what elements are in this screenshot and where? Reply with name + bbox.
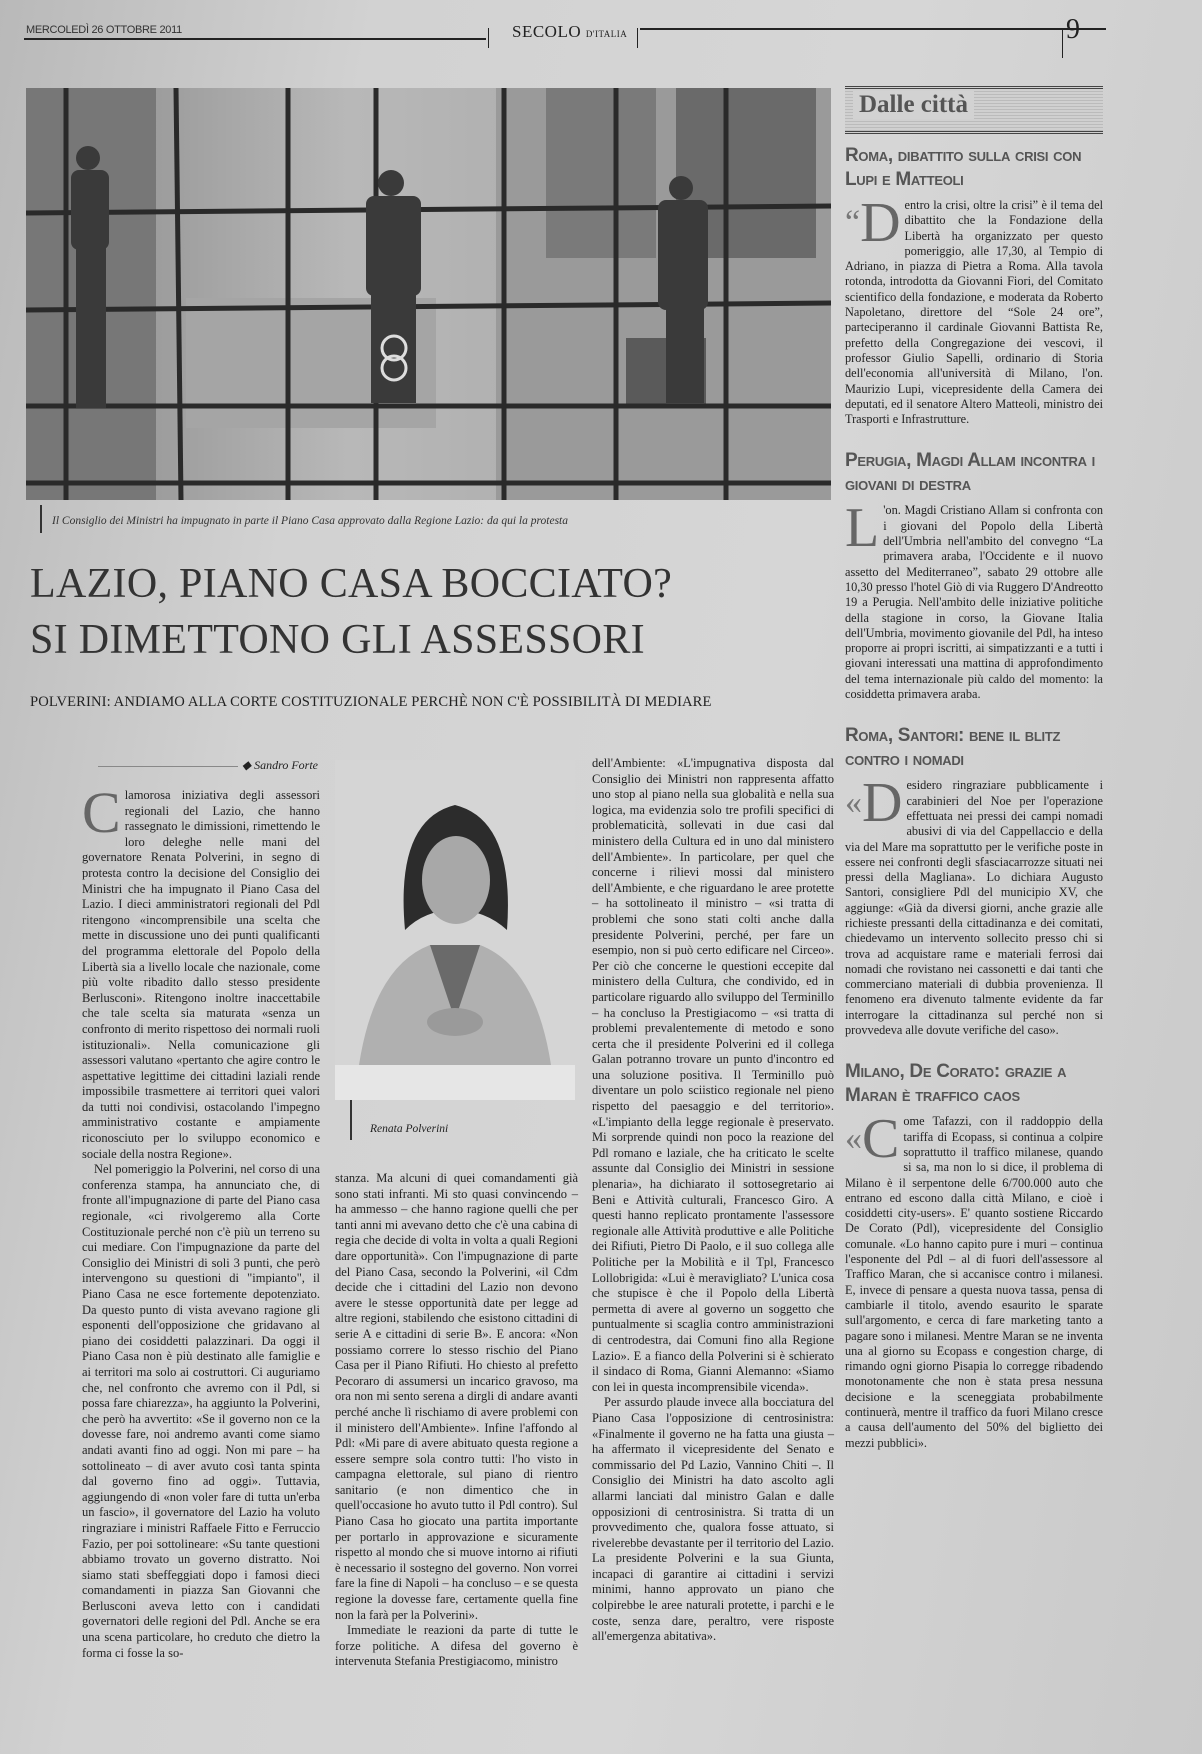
story-headline: Milano, De Corato: grazie a Maran è traffico caos [845,1061,1067,1107]
construction-workers-scaffolding-photo [26,88,831,500]
article-column-1 [82,780,320,1661]
caption-bar [40,505,42,533]
drop-cap: D [860,192,901,254]
drop-cap: L [845,497,880,560]
story-headline: Perugia, Magdi Allam incontra i giovani di destra [845,450,1095,496]
paragraph: stanza. Ma alcuni di quei comandamenti già sono stati infranti. Mi sto quasi convincendo – ha ammesso – che hanno ragione quelli che per tanti anni mi avevano detto che c'è una cabina di regia che decide di volta in volta a quali Regioni dare opportunità». Con l'impugnazione di parte del Piano Casa, secondo la Polverini, «il Cdm decide che i cittadini del Lazio non devono avere le stesse opportunità date per legge ad altre regioni, stabilendo che esistono cittadini di serie A e cittadini di serie B». E ancora: «Non possiamo correre lo stesso rischio del Piano Casa per il Piano Rifiuti. Ho chiesto al prefetto Pecoraro di assumersi un incarico gravoso, ma ora non mi sento serena a dirgli di andare avanti perché anche lì rischiamo di avere problemi con il ministero dell'Ambiente». Infine l'affondo al Pdl: «Mi pare di avere abituato questa regione a essere sempre sola contro tutti: l'ho visto in campagna elettorale, sul piano di rientro sanitario (e non dimentico che in quell'occasione ho avuto tutto il Pdl contro). Sul Piano Casa ho giocato una partita importante per portarlo in approvazione e sicuramente rispetto al mondo che si muove intorno ai rifiuti è necessario il sostegno del governo. Non vorrei fare la fine di Napoli – ha concluso – e se questa regione la dovesse fare, certamente quella fine non la farà per la Polverini». [335,1171,578,1622]
paragraph-text: lamorosa iniziativa degli assessori regionali del Lazio, che hanno rassegnato le dimissioni, rimettendo le loro deleghe nelle mani del governatore Renata Polverini, in segno di protesta contro la decisione del Consiglio dei Ministri che ha impugnato il Piano Casa del Lazio. I dieci amministratori regionali del Pdl ritengono «incomprensibile una scelta che mette in discussione uno dei punti qualificanti del programma elettorale del Popolo della Libertà sia a livello locale che nazionale, come più volte ribadito dallo stesso presidente Berlusconi». Ritengono inoltre inaccettabile che tale scelta sia maturata «senza un confronto di merito rispettoso dei normali ruoli istituzionali». Nella comunicazione gli assessori valutano «pertanto che agire contro le aspettative legittime dei cittadini laziali rende impossibile trasmettere ai territori quei valori da tutti noi condivisi, ostacolando l'impegno amministrativo costante e ampiamente riconosciuto per lo sviluppo economico e sociale della nostra Regione». [82,788,320,1161]
drop-cap: C [862,1108,900,1171]
author-name: Sandro Forte [254,758,318,772]
portrait-caption: Renata Polverini [370,1123,449,1135]
paragraph: Per assurdo plaude invece alla bocciatura del Piano Casa l'opposizione di centrosinistra: «Finalmente il governo ne ha fatta una giusta – ha affermato il vicepresidente del Senato e commissario del Pd Lazio, Vannino Chiti –. Il Consiglio dei Ministri ha dato ascolto agli allarmi lanciati dal ministro Galan e dalle opposizioni di centrosinistra. Si tratta di un provvedimento che, qualora fosse attuato, si rivelerebbe devastante per il territorio del Lazio. La presidente Polverini e la sua Giunta, incapaci di garantire ai cittadini i servizi minimi, hanno approvato un piano che colpirebbe le aree naturali protette, i parchi e le coste, senza dare, peraltro, vere risposte all'emergenza abitativa». [592,1395,834,1644]
issue-date: MERCOLEDÌ 26 OTTOBRE 2011 [26,24,182,36]
article-column-3 [592,756,834,1645]
quote-mark: « [845,1120,862,1158]
drop-cap: C [82,780,121,845]
quote-mark: “ [845,204,861,241]
masthead-suffix: D'ITALIA [585,29,628,39]
story-text: esidero ringraziare pubblicamente i carabinieri del Noe per l'operazione effettuata nei pressi dei campi nomadi abusivi di via del Cappellaccio e della via del Mare ma soprattutto per le verifiche poste in essere nei confronti degli sfasciacarrozze situati nei pressi della Magliana». Lo dichiara Augusto Santori, consigliere Pdl del municipio XV, che aggiunge: «Già da diversi giorni, anche grazie alle richieste pressanti della cittadinanza e dei comitati, chiedevamo un intervento sollecito presso chi si trova ad acquistare rame e materiali ferrosi dai nomadi che rovistano nei cassonetti e dai tanti che commerciano materiali di dubbia provenienza. Il fenomeno era divenuto talmente evidente da far interrogare la cittadinanza sul perché non si provvedeva alle dovute verifiche del caso». [845,778,1103,1038]
sidebar-title: Dalle città [853,91,974,119]
paragraph: dell'Ambiente: «L'impugnativa disposta dal Consiglio dei Ministri non rappresenta affatto uno stop al piano nella sua globalità e nella sua logica, ma evidenzia solo tre profili specifici di problematicità, sollevati in due casi dal ministero della Cultura ed in uno dal ministero dell'Ambiente». In particolare, per quel che concerne i rilievi mossi dal ministero dell'Ambiente, e che riguardano le aree protette – ha sottolineato il ministro – «si tratta di problemi che sono stati colti anche dalla presidente Polverini, perché, per fare un esempio, non si può certo edificare nel Circeo». Per ciò che concerne le questioni eccepite dal ministero della Cultura, che condivido, ed in particolare riguardo allo sviluppo del Terminillo – ha concluso la Prestigiacomo – «si tratta di problemi prevalentemente di metodo e sono certa che il presidente Polverini ed il collega Galan potranno trovare un punto d'incontro ed una soluzione positiva. Il Terminillo può diventare un polo sciistico regionale nel pieno rispetto del paesaggio e del territorio». «L'impianto della legge regionale è preservato. Mi sorprende quindi non poco la reazione del Pdl romano e laziale, che ha criticato le scelte assunte dal Consiglio dei Ministri in sessione plenaria», ha dichiarato il sottosegretario ai Beni e Attività culturali, Francesco Giro. A questi hanno replicato prontamente l'assessore regionale alle Attività produttive e alle Politiche dei Rifiuti, Pietro Di Paolo, e il suo collega alle Politiche per la Mobilità e il Tpl, Francesco Lollobrigida: «Lui è meravigliato? L'unica cosa che stupisce è che il Popolo della Libertà permetta di avere al governo un soggetto che puntualmente si scaglia contro amministrazioni di centrodestra, dai Comuni fino alla Regione Lazio». E a fianco della Polverini si è schierato il sindaco di Roma, Gianni Alemanno: «Siamo con lei in questa incomprensibile vicenda». [592,756,834,1394]
story-text: entro la crisi, oltre la crisi” è il tema del dibattito che la Fondazione della Libertà ha organizzato per questo pomeriggio, alle 17,30, al Tempio di Adriano, in piazza di Pietra a Roma. Alla tavola rotonda, introdotta da Giovanni Fiori, del Comitato scientifico della fondazione, e moderata da Roberto Napoletano, direttore del “Sole 24 ore”, parteciperanno il cardinale Giovanni Battista Re, prefetto della Congregazione dei vescovi, il professor Giulio Sapelli, ordinario di Storia dell'economia all'università di Milano, l'on. Maurizio Lupi, vicepresidente della Camera dei deputati, ed il senatore Altero Matteoli, ministro dei Trasporti e Infrastrutture. [845,198,1103,427]
byline-rule [98,766,238,767]
sidebar-story [845,449,1103,702]
story-body [845,772,1103,1038]
story-body [845,497,1103,702]
paragraph: Nel pomeriggio la Polverini, nel corso di una conferenza stampa, ha annunciato che, di fronte all'impugnazione di parte del Piano casa regionale, «ci rivolgeremo alla Corte Costituzionale perché non c'è più un terreno su cui mediare. Con l'impugnazione da parte del Consiglio dei Ministri di soli 3 punti, che però intervengono su questioni di "impianto", il Piano Casa ne esce fortemente depotenziato. Da questo punto di vista avevano ragione gli esponenti dell'opposizione che gridavano al piano dei cosiddetti palazzinari. Da oggi il Piano Casa non è più destinato alle famiglie e ai territori ma solo ai costruttori. Ci auguriamo che, nel confronto che avremo con il Pdl, si possa fare chiarezza», ha aggiunto la Polverini, che però ha avvertito: «Se il governo non ce la dovesse fare, noi andremo avanti come siamo andati avanti fino ad oggi. Non mi pare – ha sottolineato – di aver avuto così tanta spinta dal governo fino ad oggi». Tuttavia, aggiungendo di «non voler fare di tutta un'erba un fascio», il governatore del Lazio ha voluto ringraziare i ministri Raffaele Fitto e Ferruccio Fazio, per poi sottolineare: «Su tante questioni abbiamo trovato un governo distratto. Noi siamo stati sbeffeggiati dopo i famosi dieci comandamenti in piazza San Giovanni che Berlusconi aveva letto con i candidati governatori delle regioni del Pdl. Anche se era una scena particolare, ho creduto che dietro la forma ci fosse la so- [82,1162,320,1660]
diamond-icon: ◆ [241,758,255,772]
renata-polverini-portrait [335,760,575,1100]
quote-mark: « [845,784,862,822]
page-number: 9 [1066,14,1080,45]
headline-line-1: LAZIO, PIANO CASA BOCCIATO? [30,561,673,607]
masthead-divider [637,28,638,48]
article-headline [30,556,850,668]
header-rule-left [24,38,486,40]
story-body [845,192,1103,427]
paragraph [82,780,320,1162]
page-number-divider [1062,28,1063,58]
sidebar-header [845,86,1103,134]
article-subheadline: POLVERINI: ANDIAMO ALLA CORTE COSTITUZIONALE PERCHÈ NON C'È POSSIBILITÀ DI MEDIARE [30,694,712,710]
masthead [512,22,627,42]
masthead-divider [488,28,489,48]
article-column-2 [335,1171,578,1670]
sidebar-story [845,724,1103,1038]
header-rule-right [640,28,1106,30]
story-headline: Roma, dibattito sulla crisi con Lupi e Matteoli [845,145,1082,190]
byline [82,758,318,773]
story-headline: Roma, Santori: bene il blitz contro i nomadi [845,725,1061,771]
story-text: 'on. Magdi Cristiano Allam si confronta con i giovani del Popolo della Libertà dell'Umbria nell'ambito del convegno “La primavera araba, l'Occidente e il nuovo assetto del Mediterraneo”, sabato 29 ottobre alle 10,30 presso l'hotel Giò di via Ruggero D'Andreotto 19 a Perugia. Nell'ambito delle iniziative politiche della stagione in corso, la Giovane Italia dell'Umbria, movimento giovanile del Pdl, ha inteso proporre ai propri iscritti, ai simpatizzanti e a tutti i giovani interessati una mattina di approfondimento del tema internazionale più caldo del momento: la cosiddetta primavera araba. [845,503,1103,702]
story-text: ome Tafazzi, con il raddoppio della tariffa di Ecopass, si continua a colpire soprattutto il traffico milanese, quando si sa, ma non lo si dice, il problema di Milano è il serpentone delle 6/700.000 auto che entrano ed escono dalla città Milano, e cioè i cosiddetti city-users». E' quanto sostiene Riccardo De Corato (Pdl), vicepresidente del Consiglio comunale. «Lo hanno capito pure i muri – continua l'esponente del Pdl – al di fuori dell'assessore al Traffico Maran, che si accanisce contro i milanesi. E, invece di pensare a questa nuova tassa, pensa di cambiarle il titolo, avendo esaurito le sparate sull'argomento, e cerca di fare marketing tanto a pagare sono i milanesi. Mentre Maran se ne inventa una al giorno su Ecopass e congestion charge, di rimando ogni giorno Pisapia lo corregge ribadendo monotonamente che non è stata presa nessuna decisione e la sceneggiata probabilmente continuerà, mentre il traffico da fuori Milano cresce a causa dell'aumento del 50% del biglietto dei mezzi pubblici». [845,1114,1103,1450]
masthead-name: SECOLO [512,22,582,41]
sidebar-story [845,1060,1103,1451]
story-body [845,1108,1103,1451]
headline-line-2: SI DIMETTONO GLI ASSESSORI [30,617,645,663]
caption-bar [350,1100,352,1140]
photo-caption: Il Consiglio dei Ministri ha impugnato in parte il Piano Casa approvato dalla Regione Lazio: da qui la protesta [52,515,569,527]
paragraph: Immediate le reazioni da parte di tutte le forze politiche. A difesa del governo è intervenuta Stefania Prestigiacomo, ministro [335,1623,578,1669]
sidebar-dalle-citta [845,86,1103,1473]
sidebar-story [845,144,1103,427]
drop-cap: D [862,772,903,835]
